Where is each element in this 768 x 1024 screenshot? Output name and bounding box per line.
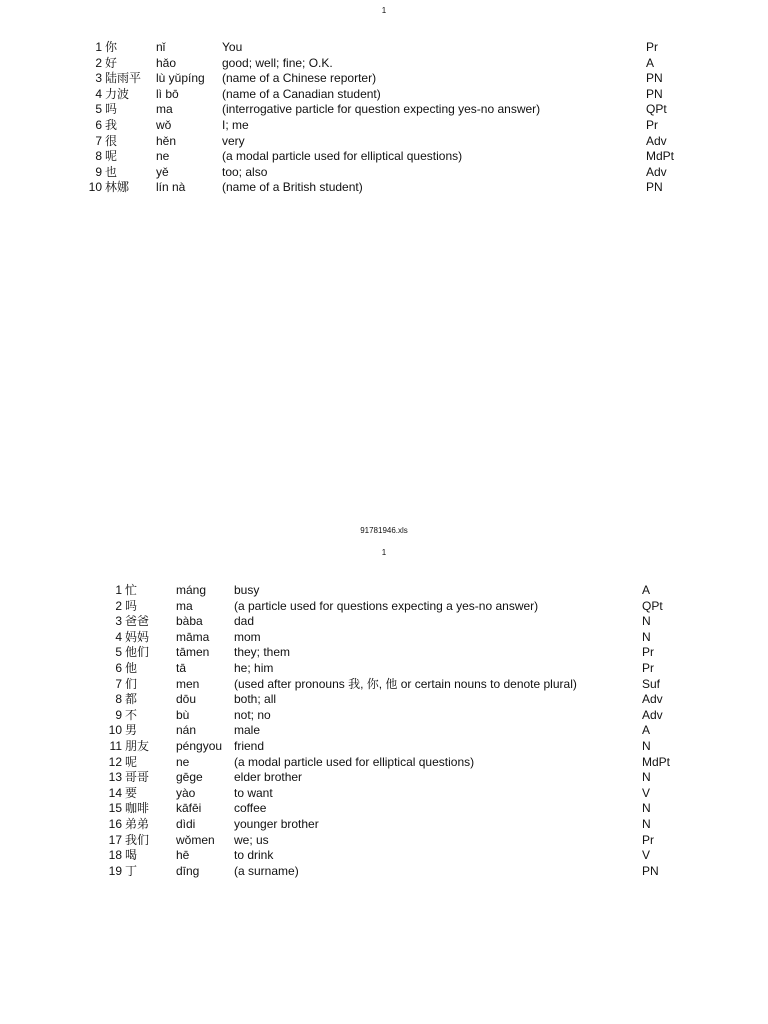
definition-cell: You [222, 40, 243, 54]
row-number: 12 [108, 754, 122, 769]
part-of-speech-cell: MdPt [646, 149, 675, 164]
definition-cell: male [234, 723, 261, 738]
definition-cell: both; all [234, 692, 277, 707]
hanzi-cell: 力波 [105, 86, 130, 101]
definition-cell: not; no [234, 707, 271, 722]
hanzi-cell: 男 [125, 723, 138, 738]
definition-cell: I; me [222, 117, 249, 132]
pinyin-cell: ne [176, 754, 190, 769]
definition-cell: younger brother [234, 816, 319, 831]
definition-cell: (interrogative particle for question expecting yes-no answer) [222, 102, 541, 117]
pinyin-cell: lì bō [156, 86, 179, 101]
part-of-speech-cell: N [642, 629, 651, 644]
page-number-top: 1 [381, 6, 387, 15]
definition-cell: good; well; fine; O.K. [222, 55, 333, 70]
definition-cell: mom [234, 629, 261, 644]
hanzi-cell: 你 [105, 40, 118, 54]
pinyin-cell: māma [176, 629, 210, 644]
definition-cell: (name of a Chinese reporter) [222, 71, 377, 86]
hanzi-cell: 他们 [125, 645, 150, 660]
pinyin-cell: kāfēi [176, 801, 202, 816]
pinyin-cell: hē [176, 848, 190, 863]
hanzi-cell: 我们 [125, 832, 150, 847]
hanzi-cell: 朋友 [125, 738, 150, 753]
table-row [100, 801, 740, 817]
row-number: 10 [108, 723, 122, 738]
hanzi-cell: 喝 [125, 848, 138, 863]
hanzi-cell: 妈妈 [125, 629, 150, 644]
definition-cell: to want [234, 785, 273, 800]
hanzi-cell: 也 [105, 164, 118, 179]
pinyin-cell: bù [176, 707, 190, 722]
hanzi-cell: 爸爸 [125, 614, 150, 629]
hanzi-cell: 他 [125, 660, 138, 675]
part-of-speech-cell: Adv [642, 692, 663, 707]
table-row [100, 645, 740, 661]
definition-cell: elder brother [234, 770, 303, 785]
row-number: 9 [115, 707, 122, 722]
part-of-speech-cell: Adv [642, 707, 663, 722]
part-of-speech-cell: PN [646, 86, 663, 101]
part-of-speech-cell: N [642, 614, 651, 629]
row-number: 9 [95, 164, 102, 179]
pinyin-cell: dìdi [176, 816, 196, 831]
part-of-speech-cell: Adv [646, 133, 667, 148]
vocabulary-table-1 [80, 40, 720, 196]
pinyin-cell: tā [176, 660, 187, 675]
part-of-speech-cell: Pr [646, 40, 658, 54]
table-row [80, 56, 720, 72]
definition-cell: (name of a Canadian student) [222, 86, 381, 101]
pinyin-cell: yào [176, 785, 196, 800]
pinyin-cell: máng [176, 583, 207, 597]
hanzi-cell: 呢 [105, 149, 118, 164]
row-number: 17 [108, 832, 122, 847]
hanzi-cell: 哥哥 [125, 770, 150, 785]
pinyin-cell: nán [176, 723, 197, 738]
pinyin-cell: péngyou [176, 738, 223, 753]
table-row [100, 786, 740, 802]
table-row [100, 833, 740, 849]
table-row [100, 739, 740, 755]
row-number: 2 [95, 55, 102, 70]
hanzi-cell: 都 [125, 692, 138, 707]
hanzi-cell: 呢 [125, 754, 138, 769]
pinyin-cell: ne [156, 149, 170, 164]
part-of-speech-cell: N [642, 801, 651, 816]
definition-cell: we; us [234, 832, 269, 847]
hanzi-cell: 林娜 [105, 180, 130, 195]
row-number: 3 [95, 71, 102, 86]
part-of-speech-cell: Suf [642, 676, 661, 691]
definition-cell: they; them [234, 645, 291, 660]
row-number: 6 [115, 660, 122, 675]
definition-cell: coffee [234, 801, 267, 816]
part-of-speech-cell: QPt [642, 598, 663, 613]
table-row [80, 134, 720, 150]
table-row [80, 180, 720, 196]
pinyin-cell: dīng [176, 863, 200, 878]
hanzi-cell: 不 [125, 707, 138, 722]
part-of-speech-cell: PN [642, 863, 659, 878]
hanzi-cell: 要 [125, 785, 138, 800]
row-number: 8 [95, 149, 102, 164]
row-number: 7 [115, 676, 122, 691]
hanzi-cell: 弟弟 [125, 816, 150, 831]
row-number: 10 [88, 180, 102, 195]
row-number: 16 [108, 816, 122, 831]
table-row [100, 599, 740, 615]
definition-cell: to drink [234, 848, 274, 863]
definition-cell: (a particle used for questions expecting a yes-no answer) [234, 598, 539, 613]
row-number: 11 [109, 738, 122, 753]
pinyin-cell: lù yǔpíng [156, 71, 205, 86]
definition-cell: very [222, 133, 245, 148]
table-row [100, 661, 740, 677]
pinyin-cell: yě [156, 164, 169, 179]
table-row [100, 708, 740, 724]
pinyin-cell: ma [156, 102, 173, 117]
pinyin-cell: dōu [176, 692, 197, 707]
hanzi-cell: 咖啡 [125, 801, 150, 816]
table-row [80, 118, 720, 134]
hanzi-cell: 们 [125, 676, 138, 691]
hanzi-cell: 我 [105, 117, 118, 132]
row-number: 1 [115, 583, 122, 597]
hanzi-cell: 吗 [125, 598, 138, 613]
row-number: 7 [95, 133, 102, 148]
row-number: 1 [95, 40, 102, 54]
definition-cell: busy [234, 583, 260, 597]
pinyin-cell: hǎo [156, 55, 177, 70]
table-row [100, 755, 740, 771]
part-of-speech-cell: Pr [646, 117, 658, 132]
hanzi-cell: 好 [105, 55, 118, 70]
pinyin-cell: lín nà [156, 180, 186, 195]
row-number: 4 [95, 86, 102, 101]
part-of-speech-cell: Pr [642, 645, 654, 660]
part-of-speech-cell: PN [646, 180, 663, 195]
row-number: 2 [115, 598, 122, 613]
vocabulary-table-2 [100, 583, 740, 879]
pinyin-cell: men [176, 676, 200, 691]
hanzi-cell: 陆雨平 [105, 71, 142, 86]
part-of-speech-cell: A [642, 583, 651, 597]
row-number: 18 [108, 848, 122, 863]
row-number: 5 [115, 645, 122, 660]
definition-cell: (used after pronouns 我, 你, 他 or certain nouns to denote plural) [234, 676, 577, 691]
table-row [100, 692, 740, 708]
part-of-speech-cell: A [642, 723, 651, 738]
row-number: 5 [95, 102, 102, 117]
row-number: 4 [115, 629, 122, 644]
part-of-speech-cell: A [646, 55, 655, 70]
table-row [100, 677, 740, 693]
pinyin-cell: bàba [176, 614, 203, 629]
pinyin-cell: tāmen [176, 645, 210, 660]
pinyin-cell: wǒ [156, 117, 172, 132]
file-name-footer: 91781946.xls [360, 526, 408, 535]
row-number: 6 [95, 117, 102, 132]
pinyin-cell: hěn [156, 133, 177, 148]
table-row [80, 40, 720, 56]
part-of-speech-cell: N [642, 770, 651, 785]
table-row [100, 770, 740, 786]
row-number: 19 [108, 863, 122, 878]
hanzi-cell: 很 [105, 133, 118, 148]
part-of-speech-cell: Adv [646, 164, 667, 179]
definition-cell: (a surname) [234, 863, 299, 878]
table-row [100, 817, 740, 833]
pinyin-cell: ma [176, 598, 193, 613]
hanzi-cell: 吗 [105, 102, 118, 117]
definition-cell: (name of a British student) [222, 180, 363, 195]
definition-cell: too; also [222, 164, 268, 179]
table-row [100, 583, 740, 599]
part-of-speech-cell: PN [646, 71, 663, 86]
row-number: 14 [108, 785, 122, 800]
table-row [100, 864, 740, 880]
part-of-speech-cell: Pr [642, 832, 654, 847]
table-row [80, 102, 720, 118]
page-number-second: 1 [381, 548, 387, 557]
part-of-speech-cell: N [642, 816, 651, 831]
part-of-speech-cell: QPt [646, 102, 667, 117]
table-row [100, 848, 740, 864]
part-of-speech-cell: N [642, 738, 651, 753]
definition-cell: (a modal particle used for elliptical questions) [234, 754, 475, 769]
pinyin-cell: gēge [176, 770, 203, 785]
definition-cell: (a modal particle used for elliptical questions) [222, 149, 463, 164]
table-row [100, 614, 740, 630]
definition-cell: friend [234, 738, 265, 753]
pinyin-cell: nǐ [156, 40, 166, 54]
table-row [80, 71, 720, 87]
part-of-speech-cell: Pr [642, 660, 654, 675]
part-of-speech-cell: V [642, 848, 651, 863]
hanzi-cell: 丁 [125, 863, 138, 878]
table-row [80, 149, 720, 165]
pinyin-cell: wǒmen [176, 832, 215, 847]
table-row [80, 165, 720, 181]
table-row [80, 87, 720, 103]
hanzi-cell: 忙 [125, 583, 138, 597]
table-row [100, 630, 740, 646]
row-number: 8 [115, 692, 122, 707]
definition-cell: dad [234, 614, 255, 629]
part-of-speech-cell: MdPt [642, 754, 671, 769]
row-number: 3 [115, 614, 122, 629]
table-row [100, 723, 740, 739]
row-number: 13 [108, 770, 122, 785]
row-number: 15 [108, 801, 122, 816]
definition-cell: he; him [234, 660, 274, 675]
part-of-speech-cell: V [642, 785, 651, 800]
